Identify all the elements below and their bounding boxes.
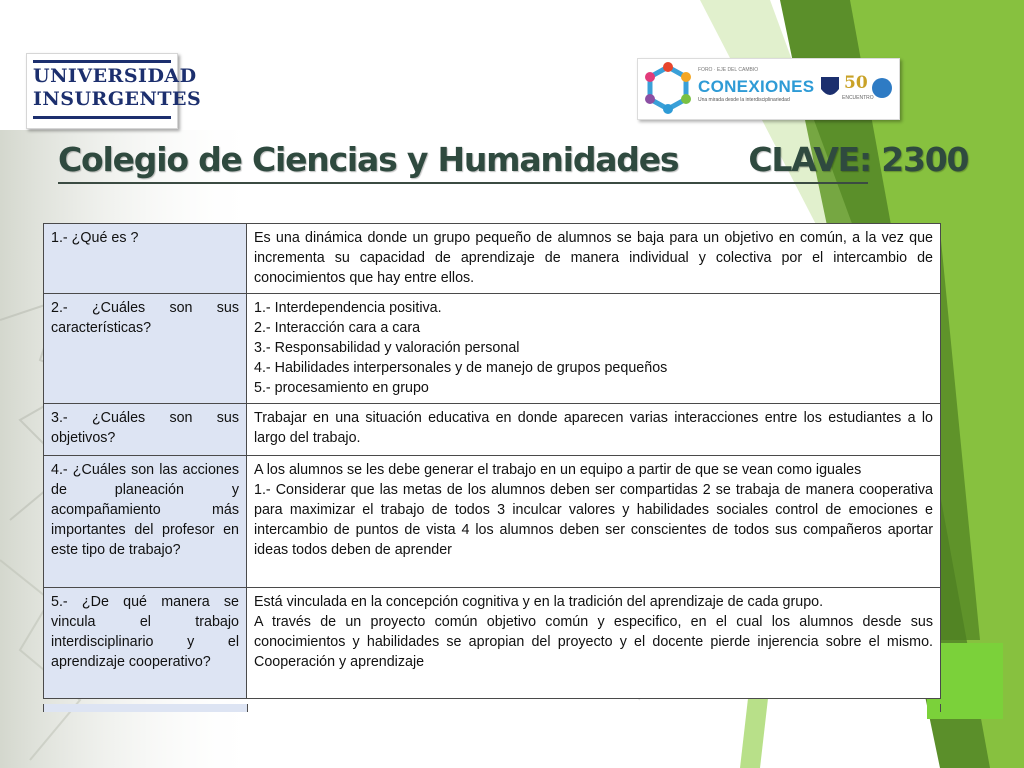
question-cell: 5.- ¿De qué manera se vincula el trabajo interdisciplinario y el aprendizaje cooperativo? <box>44 588 247 699</box>
answer-cell <box>247 588 941 699</box>
title-underline <box>58 182 868 184</box>
logo-top-bar <box>33 60 171 63</box>
page-title <box>58 140 968 179</box>
table-row <box>44 404 941 456</box>
answer-paragraph: 1.- Considerar que las metas de los alumnos deben ser compartidas 2 se trabaja de manera cooperativa para maximizar el trabajo de todos 3 inculcar valores y habilidades sociales control de emociones e intercambio de puntos de vista 4 los alumnos deben ser conscientes de todos sus compañeros aportar ideas todos deben de aprender <box>254 482 933 558</box>
answer-paragraph: A los alumnos se les debe generar el trabajo en un equipo a partir de que se vean como iguales <box>254 462 862 478</box>
conexiones-top-text: FORO · EJE DEL CAMBIO <box>698 67 759 73</box>
answer-paragraph: A través de un proyecto común objetivo común y especifico, en el cual los alumnos desde sus conocimientos y habilidades se apropian del proyecto y el docente pierde injerencia sobre el mismo. Cooperación y aprendizaje <box>254 614 933 670</box>
answer-cell: Es una dinámica donde un grupo pequeño de alumnos se baja para un objetivo en común, a la vez que incrementa su capacidad de aprendizaje de manera individual y colectiva por el intercambio de conocimientos que hay entre ellos. <box>247 224 941 294</box>
table-row <box>44 588 941 699</box>
question-cell: 1.- ¿Qué es ? <box>44 224 247 294</box>
fifty-badge-sub: ENCUENTRO <box>842 95 874 101</box>
tail-question-cell <box>43 704 248 712</box>
answer-cell: Trabajar en una situación educativa en donde aparecen varias interacciones entre los estudiantes a lo largo del trabajo. <box>247 404 941 456</box>
list-item: 5.- procesamiento en grupo <box>254 380 429 396</box>
list-item: 3.- Responsabilidad y valoración personal <box>254 340 520 356</box>
logo-bottom-bar <box>33 116 171 119</box>
logo-line-2: INSURGENTES <box>33 88 202 110</box>
table-row <box>44 224 941 294</box>
conexiones-hex-icon <box>638 59 698 119</box>
title-left: Colegio de Ciencias y Humanidades <box>58 140 679 179</box>
list-item: 2.- Interacción cara a cara <box>254 320 421 336</box>
title-clave: CLAVE: 2300 <box>748 140 969 179</box>
unam-shield-icon <box>819 75 841 101</box>
conexiones-logo <box>637 58 900 120</box>
answer-cell <box>247 294 941 404</box>
question-cell: 2.- ¿Cuáles son sus características? <box>44 294 247 404</box>
list-item: 1.- Interdependencia positiva. <box>254 300 442 316</box>
table-row <box>44 456 941 588</box>
logo-line-1: UNIVERSIDAD <box>33 65 197 87</box>
list-item: 4.- Habilidades interpersonales y de manejo de grupos pequeños <box>254 360 668 376</box>
qa-table <box>43 223 941 699</box>
answer-cell <box>247 456 941 588</box>
partner-badge-icon <box>871 77 893 99</box>
fifty-badge: 50 <box>844 73 868 93</box>
table-tail-row <box>43 704 941 712</box>
conexiones-brand: CONEXIONES <box>698 77 815 96</box>
conexiones-subtitle: Una mirada desde la interdisciplinariedad <box>698 97 790 103</box>
question-cell: 3.- ¿Cuáles son sus objetivos? <box>44 404 247 456</box>
tail-right-border <box>940 704 941 712</box>
answer-paragraph: Está vinculada en la concepción cognitiva y en la tradición del aprendizaje de cada grupo. <box>254 594 824 610</box>
question-cell: 4.- ¿Cuáles son las acciones de planeación y acompañamiento más importantes del profesor en este tipo de trabajo? <box>44 456 247 588</box>
table-row <box>44 294 941 404</box>
universidad-insurgentes-logo <box>26 53 202 129</box>
